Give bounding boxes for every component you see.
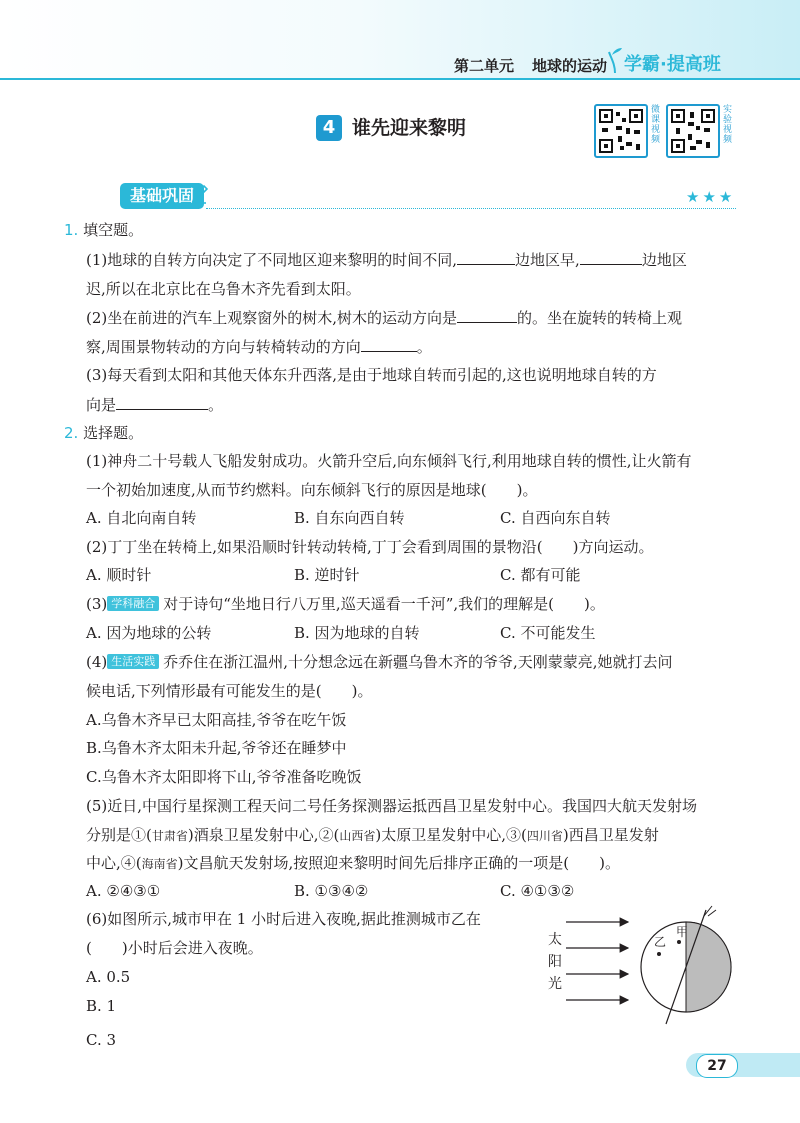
choice-option[interactable]: B. 1 — [86, 997, 117, 1015]
answer-blank[interactable] — [457, 249, 515, 265]
earth-sunlight-diagram — [536, 902, 746, 1030]
page-number: 27 — [696, 1054, 738, 1078]
sun-label-char: 阳 — [548, 954, 562, 970]
q2-p3-text: 对于诗句“坐地日行八万里,巡天遥看一千河”,我们的理解是( )。 — [163, 595, 605, 613]
choice-option[interactable]: B. 自东向西自转 — [294, 509, 405, 527]
question-title: 选择题。 — [83, 424, 144, 442]
qr-caption-left: 微课视频 — [649, 104, 659, 144]
choice-option[interactable]: B.乌鲁木齐太阳未升起,爷爷还在睡梦中 — [86, 739, 347, 757]
q2-p5-text-d: )西昌卫星发射 — [562, 826, 659, 844]
q1-sub2-text-d: 。 — [416, 338, 432, 356]
q1-sub2-text-a: (2)坐在前进的汽车上观察窗外的树木,树木的运动方向是 — [86, 309, 458, 327]
province-label: 甘肃省 — [151, 829, 188, 843]
question-number: 1. — [64, 221, 79, 239]
q2-p2-line1: (2)丁丁坐在转椅上,如果沿顺时针转动转椅,丁丁会看到周围的景物沿( )方向运动。 — [86, 538, 654, 556]
question-number: 2. — [64, 424, 79, 442]
difficulty-stars: ★★★ — [686, 188, 736, 206]
choice-option[interactable]: B. 逆时针 — [294, 566, 360, 584]
q2-p3-line1 — [86, 594, 605, 614]
province-label: 海南省 — [141, 857, 178, 871]
brand-logo: 学霸·提高班 — [624, 54, 721, 75]
q1-sub3-text-b: 。 — [208, 396, 224, 414]
answer-blank[interactable] — [116, 394, 208, 410]
choice-option[interactable]: C. ④①③② — [500, 882, 575, 900]
choice-option[interactable]: A.乌鲁木齐早已太阳高挂,爷爷在吃午饭 — [86, 711, 347, 729]
subject-tag: 生活实践 — [107, 654, 159, 669]
q2-p4-text: 乔乔住在浙江温州,十分想念远在新疆乌鲁木齐的爷爷,天刚蒙蒙亮,她就打去问 — [163, 653, 673, 671]
q2-p5-text-a: 分别是①( — [86, 826, 152, 844]
choice-option[interactable]: C. 不可能发生 — [500, 624, 596, 642]
city-b-label: 乙 — [654, 935, 667, 949]
choice-option[interactable]: A. 顺时针 — [86, 566, 152, 584]
q1-sub2-line2 — [86, 336, 432, 357]
section-divider — [206, 208, 736, 209]
qr-code-left[interactable] — [594, 104, 648, 158]
q1-sub3-text-a: 向是 — [86, 396, 117, 414]
q1-sub1-line2: 迟,所以在北京比在乌鲁木齐先看到太阳。 — [86, 280, 361, 298]
q2-p1-line1: (1)神舟二十号载人飞船发射成功。火箭升空后,向东倾斜飞行,利用地球自转的惯性,让火箭有 — [86, 452, 692, 470]
choice-option[interactable]: A. ②④③① — [86, 882, 161, 900]
choice-option[interactable]: C. 都有可能 — [500, 566, 581, 584]
question-1-heading — [64, 220, 143, 240]
q1-sub2-text-b: 的。坐在旋转的转椅上观 — [517, 309, 683, 327]
q2-p6-line1: (6)如图所示,城市甲在 1 小时后进入夜晚,据此推测城市乙在 — [86, 910, 481, 928]
city-b-dot — [657, 952, 661, 956]
q2-p4-prefix: (4) — [86, 653, 108, 671]
choice-option[interactable]: C. 3 — [86, 1031, 117, 1049]
qr-pattern-icon — [668, 106, 718, 156]
pencil-icon — [190, 184, 208, 204]
lesson-title: 谁先迎来黎明 — [352, 117, 467, 139]
q2-p1-line2: 一个初始加速度,从而节约燃料。向东倾斜飞行的原因是地球( )。 — [86, 481, 538, 499]
leaf-icon — [606, 46, 624, 74]
q2-p3-prefix: (3) — [86, 595, 108, 613]
q2-p5-text-f: )文昌航天发射场,按照迎来黎明时间先后排序正确的一项是( )。 — [177, 854, 620, 872]
q2-p5-line2 — [86, 825, 659, 846]
q2-p5-line1: (5)近日,中国行星探测工程天问二号任务探测器运抵西昌卫星发射中心。我国四大航天发射场 — [86, 797, 698, 815]
q2-p6-line2: ( )小时后会进入夜晚。 — [86, 939, 263, 957]
city-a-label: 甲 — [676, 925, 689, 939]
unit-label: 第二单元 — [454, 57, 515, 75]
choice-option[interactable]: B. 因为地球的自转 — [294, 624, 420, 642]
q2-p5-line3 — [86, 853, 620, 874]
sun-label-char: 光 — [548, 976, 562, 992]
q1-sub1-text-a: (1)地球的自转方向决定了不同地区迎来黎明的时间不同, — [86, 251, 458, 269]
qr-code-right[interactable] — [666, 104, 720, 158]
q1-sub2-text-c: 察,周围景物转动的方向与转椅转动的方向 — [86, 338, 361, 356]
question-title: 填空题。 — [83, 221, 144, 239]
q1-sub3-line2 — [86, 394, 223, 415]
choice-option[interactable]: A. 因为地球的公转 — [86, 624, 212, 642]
q2-p5-text-e: 中心,④( — [86, 854, 142, 872]
q2-p5-text-c: )太原卫星发射中心,③( — [375, 826, 527, 844]
choice-option[interactable]: A. 0.5 — [86, 968, 131, 986]
city-a-dot — [677, 940, 681, 944]
q1-sub2-line1 — [86, 307, 682, 328]
q1-sub1-text-b: 边地区早, — [515, 251, 580, 269]
q1-sub3-line1: (3)每天看到太阳和其他天体东升西落,是由于地球自转而引起的,这也说明地球自转的方 — [86, 366, 657, 384]
province-label: 山西省 — [339, 829, 376, 843]
choice-option[interactable]: B. ①③④② — [294, 882, 369, 900]
q2-p4-line1 — [86, 652, 673, 672]
province-label: 四川省 — [526, 829, 563, 843]
choice-option[interactable]: A. 自北向南自转 — [86, 509, 197, 527]
q2-p4-line2: 候电话,下列情形最有可能发生的是( )。 — [86, 682, 373, 700]
choice-option[interactable]: C. 自西向东自转 — [500, 509, 611, 527]
lesson-number: 4 — [316, 115, 342, 141]
qr-pattern-icon — [596, 106, 646, 156]
subject-tag: 学科融合 — [107, 596, 159, 611]
q2-p5-text-b: )酒泉卫星发射中心,②( — [187, 826, 340, 844]
qr-caption-right: 实验视频 — [721, 104, 731, 144]
night-hemisphere — [686, 922, 731, 1012]
choice-option[interactable]: C.乌鲁木齐太阳即将下山,爷爷准备吃晚饭 — [86, 768, 362, 786]
q1-sub1-line1 — [86, 249, 687, 270]
answer-blank[interactable] — [580, 249, 642, 265]
sun-label-char: 太 — [548, 932, 562, 948]
q1-sub1-text-c: 边地区 — [641, 251, 687, 269]
topic-label: 地球的运动 — [532, 57, 608, 75]
header-divider — [0, 78, 800, 80]
answer-blank[interactable] — [457, 307, 517, 323]
answer-blank[interactable] — [361, 336, 417, 352]
question-2-heading — [64, 423, 143, 443]
section-heading: 基础巩固 — [120, 183, 204, 209]
